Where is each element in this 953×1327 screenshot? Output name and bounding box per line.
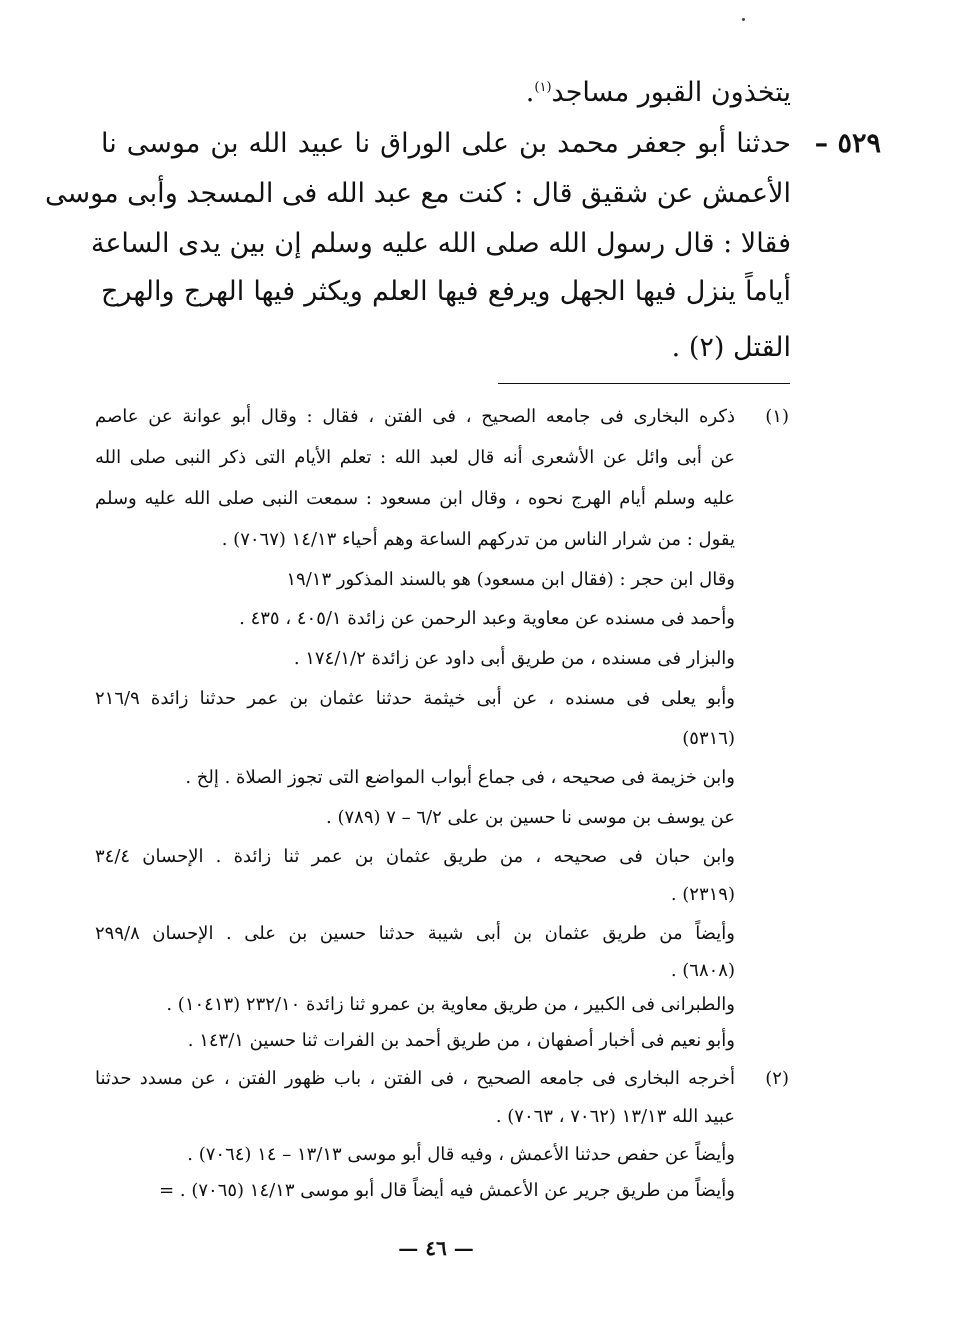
hadith-line-3: فقالا : قال رسول الله صلى الله عليه وسلم إن بين يدى الساعة [90,228,791,259]
continuation-line [191,62,791,119]
footnote-mark-1: (١) [765,406,789,427]
hadith-line-1: حدثنا أبو جعفر محمد بن على الوراق نا عبيد الله بن موسى نا [101,128,791,159]
footnote-line: وأبو يعلى فى مسنده ، عن أبى خيثمة حدثنا عثمان بن عمر حدثنا زائدة ٢١٦/٩ [95,688,735,709]
footnote-line: وأحمد فى مسنده عن معاوية وعبد الرحمن عن زائدة ٤٠٥/١ ، ٤٣٥ . [239,608,735,629]
footnote-line: وأيضاً من طريق جرير عن الأعمش فيه أيضاً قال أبو موسى ١٤/١٣ (٧٠٦٥) . = [159,1180,735,1201]
footnote-line: (٥٣١٦) [682,728,735,749]
footnote-line: وابن حبان فى صحيحه ، من طريق عثمان بن عمر ثنا زائدة . الإحسان ٣٤/٤ [95,846,735,867]
footnote-mark-2: (٢) [765,1068,789,1089]
hadith-number: ٥٢٩ – [814,128,881,159]
footnote-line: أخرجه البخارى فى جامعه الصحيح ، فى الفتن ، باب ظهور الفتن ، عن مسدد حدثنا [95,1068,735,1089]
footnote-line: (٢٣١٩) . [670,884,735,905]
footnote-ref-1: (١) [534,80,552,95]
hadith-line-4: أياماً ينزل فيها الجهل ويرفع فيها العلم ويكثر فيها الهرج والهرج [101,276,791,307]
footnote-line: عن يوسف بن موسى نا حسين بن على ٦/٢ – ٧ (٧٨٩) . [326,807,735,828]
continuation-text: يتخذون القبور مساجد [551,77,791,108]
footnote-line: (٦٨٠٨) . [670,960,735,981]
footnote-line: وأيضاً عن حفص حدثنا الأعمش ، وفيه قال أبو موسى ١٣/١٣ – ١٤ (٧٠٦٤) . [187,1144,735,1165]
footnote-line: ذكره البخارى فى جامعه الصحيح ، فى الفتن ، فقال : وقال أبو عوانة عن عاصم [95,406,735,427]
footnote-line: عبيد الله ١٣/١٣ (٧٠٦٢ ، ٧٠٦٣) . [495,1106,735,1127]
continuation-end: . [525,77,535,108]
footnote-line: والطبرانى فى الكبير ، من طريق معاوية بن عمرو ثنا زائدة ٢٣٢/١٠ (١٠٤١٣) . [166,994,735,1015]
footnote-line: وأيضاً من طريق عثمان بن أبى شيبة حدثنا حسين بن على . الإحسان ٢٩٩/٨ [95,923,735,944]
speck [742,18,745,21]
footnote-line: وقال ابن حجر : (فقال ابن مسعود) هو بالسند المذكور ١٩/١٣ [286,569,735,590]
footnote-line: وابن خزيمة فى صحيحه ، فى جماع أبواب المواضع التى تجوز الصلاة . إلخ . [185,767,735,788]
hadith-line-2: الأعمش عن شقيق قال : كنت مع عبد الله فى المسجد وأبى موسى [45,178,791,209]
footnote-line: عن أبى وائل عن الأشعرى أنه قال لعبد الله : تعلم الأيام التى ذكر النبى صلى الله [95,447,735,468]
hadith-line-5: القتل (٢) . [671,332,791,363]
footnote-line: عليه وسلم أيام الهرج نحوه ، وقال ابن مسعود : سمعت النبى صلى الله عليه وسلم [95,488,735,509]
footnote-line: يقول : من شرار الناس من تدركهم الساعة وهم أحياء ١٤/١٣ (٧٠٦٧) . [221,529,735,550]
footnote-line: وأبو نعيم فى أخبار أصفهان ، من طريق أحمد بن الفرات ثنا حسين ١٤٣/١ . [187,1030,735,1051]
footnote-separator [498,383,790,384]
page-number: — ٤٦ — [398,1236,474,1260]
footnote-line: والبزار فى مسنده ، من طريق أبى داود عن زائدة ١٧٤/١/٢ . [293,648,735,669]
